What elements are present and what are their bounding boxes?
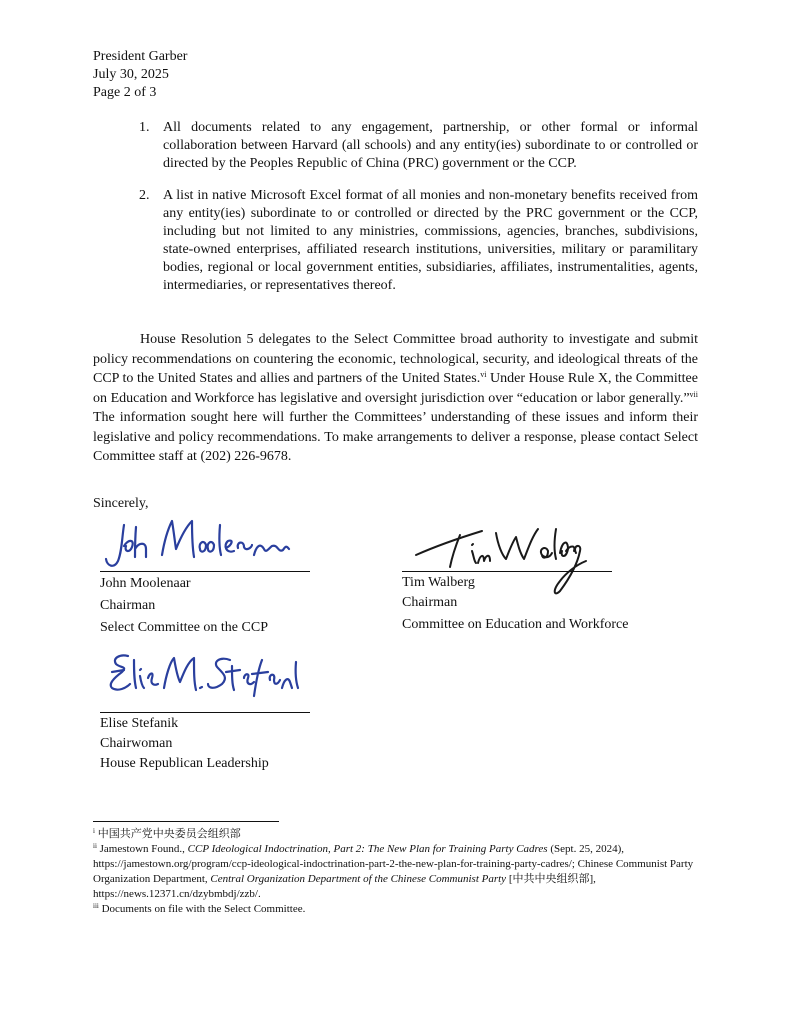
footnote-text: Documents on file with the Select Committee.	[101, 903, 306, 915]
signatory-title: Chairman	[100, 598, 156, 613]
signature-john-moolenaar	[102, 515, 302, 570]
body-text: The information sought here will further the Committees’ understanding of these issues and inform their legislative and policy recommendations. To make arrangements to deliver a response, please contact Select Committee staff at (202) 226-9678.	[93, 410, 698, 464]
signature-elise-stefanik	[104, 648, 304, 700]
signatory-block	[402, 571, 629, 637]
letter-date: July 30, 2025	[93, 67, 169, 82]
signatory-title: Chairman	[402, 595, 458, 610]
signatory-block	[100, 712, 310, 773]
signatory-title: Chairwoman	[100, 736, 173, 751]
footnote-title: CCP Ideological Indoctrination, Part 2: The New Plan for Training Party Cadres	[187, 843, 548, 855]
signature-line	[100, 571, 310, 572]
recipient: President Garber	[93, 49, 188, 64]
signatory-committee: Committee on Education and Workforce	[402, 617, 629, 632]
list-number: 1.	[139, 120, 150, 135]
body-text: Under House Rule X, the Committee on Education and Workforce has legislative and oversight jurisdiction over “education or labor generally.”	[93, 371, 698, 406]
footnote-text: (Sept. 25, 2024), https://jamestown.org/program/ccp-ideological-indoctrination-part-2-the-new-plan-for-training-party-cadres/; Chinese Communist Party Organization Department,	[93, 843, 694, 885]
footnote-text: 中国共产党中央委员会组织部	[97, 828, 241, 840]
signatory-name: Elise Stefanik	[100, 716, 179, 731]
footnote	[93, 827, 698, 842]
signatory-name: John Moolenaar	[100, 576, 191, 591]
request-list	[93, 119, 698, 295]
footnote-ref: vi	[480, 370, 487, 379]
footnote-text: Jamestown Found.,	[99, 843, 188, 855]
list-number: 2.	[139, 188, 150, 203]
footnote-divider	[93, 821, 279, 822]
page-number: Page 2 of 3	[93, 85, 157, 100]
letter-header	[93, 48, 187, 102]
signature-line	[100, 712, 310, 713]
closing: Sincerely,	[93, 496, 149, 511]
body-paragraph	[93, 330, 698, 467]
footnote-title: Central Organization Department of the Chinese Communist Party	[210, 873, 507, 885]
body-text: House Resolution 5 delegates to the Select Committee broad authority to investigate and submit policy recommendations on countering the economic, technological, security, and ideological threats of the CCP to the United States and allies and partners of the United States.	[93, 332, 698, 386]
list-item-text: All documents related to any engagement, partnership, or other formal or informal collaboration between Harvard (all schools) and any entity(ies) subordinate to or controlled or directed by the Peoples Republic of China (PRC) government or the CCP.	[163, 120, 698, 171]
footnote	[93, 842, 698, 902]
signature-line	[402, 571, 612, 572]
footnote-mark: ii	[93, 842, 97, 850]
footnote-ref: vii	[689, 389, 698, 399]
signatory-committee: House Republican Leadership	[100, 756, 269, 771]
footnote-text: [中共中央组织部], https://news.12371.cn/dzybmbdj/zzb/.	[93, 873, 596, 900]
footnote	[93, 902, 698, 917]
signatory-name: Tim Walberg	[402, 575, 475, 590]
list-item	[93, 187, 698, 295]
signatory-block	[100, 571, 310, 638]
signatory-committee: Select Committee on the CCP	[100, 620, 268, 635]
footnote-mark: iii	[93, 902, 99, 910]
footnotes	[93, 827, 698, 917]
list-item	[93, 119, 698, 173]
footnote-mark: i	[93, 827, 95, 835]
list-item-text: A list in native Microsoft Excel format of all monies and non-monetary benefits received from any entity(ies) subordinate to or controlled or directed by the PRC government or the CCP, including but not limited to any ministries, commissions, agencies, branches, subdivisions, state-owned enterprises, affiliated research institutions, universities, military or paramilitary bodies, regional or local government entities, subsidiaries, affiliates, instrumentalities, agents, intermediaries, or representatives thereof.	[163, 188, 698, 293]
